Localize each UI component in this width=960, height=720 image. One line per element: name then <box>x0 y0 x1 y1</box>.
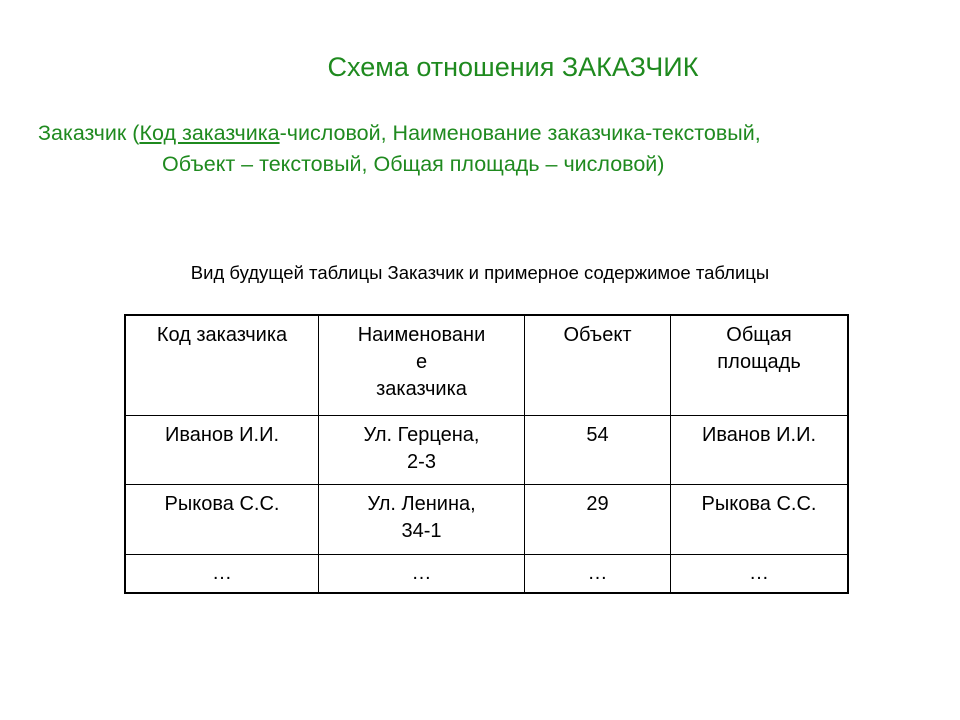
cell-text: 54 <box>586 424 609 446</box>
header-cell-code <box>125 315 319 416</box>
header-cell-area <box>671 315 849 416</box>
schema-line-1 <box>38 118 938 149</box>
table-cell <box>319 485 525 555</box>
table-cell <box>671 555 849 594</box>
cell-text: 34-1 <box>401 520 442 542</box>
cell-text: Иванов И.И. <box>164 424 280 446</box>
table-cell <box>125 485 319 555</box>
cell-text: Общая <box>726 324 792 346</box>
table-cell <box>525 485 671 555</box>
cell-text: Иванов И.И. <box>701 424 817 446</box>
cell-text: площадь <box>717 351 801 373</box>
cell-text: заказчика <box>376 378 467 400</box>
cell-text: Наименовани <box>357 324 486 346</box>
table-header-row <box>125 315 848 416</box>
slide-title: Схема отношения ЗАКАЗЧИК <box>327 52 699 82</box>
header-cell-name <box>319 315 525 416</box>
cell-text: 2-3 <box>407 451 436 473</box>
cell-text: е <box>415 351 428 373</box>
table-row <box>125 485 848 555</box>
table-cell <box>319 416 525 485</box>
cell-text: Рыкова С.С. <box>164 493 280 515</box>
cell-text: … <box>212 562 232 584</box>
cell-text: … <box>749 562 769 584</box>
cell-text: Ул. Ленина, <box>367 493 476 515</box>
schema-line-2: Объект – текстовый, Общая площадь – числовой) <box>162 152 665 176</box>
cell-text: 29 <box>586 493 609 515</box>
cell-text: … <box>587 562 608 584</box>
table-cell <box>671 416 849 485</box>
cell-text: … <box>411 562 432 584</box>
schema-prefix: Заказчик ( <box>38 121 140 145</box>
table-cell <box>671 485 849 555</box>
cell-text: Код заказчика <box>156 324 288 346</box>
primary-key-attribute: Код заказчика <box>139 121 280 145</box>
table-cell <box>525 555 671 594</box>
table-cell <box>525 416 671 485</box>
table-row <box>125 555 848 594</box>
table-subtitle: Вид будущей таблицы Заказчик и примерное содержимое таблицы <box>190 262 770 283</box>
relation-schema <box>38 118 938 180</box>
cell-text: Объект <box>563 324 632 346</box>
customer-table <box>124 314 849 594</box>
table-cell <box>125 416 319 485</box>
table-cell <box>125 555 319 594</box>
cell-text: Ул. Герцена, <box>363 424 480 446</box>
table-row <box>125 416 848 485</box>
header-cell-object <box>525 315 671 416</box>
table-cell <box>319 555 525 594</box>
schema-line-1-rest: -числовой, Наименование заказчика-текстовый, <box>279 121 761 145</box>
cell-text: Рыкова С.С. <box>701 493 817 515</box>
